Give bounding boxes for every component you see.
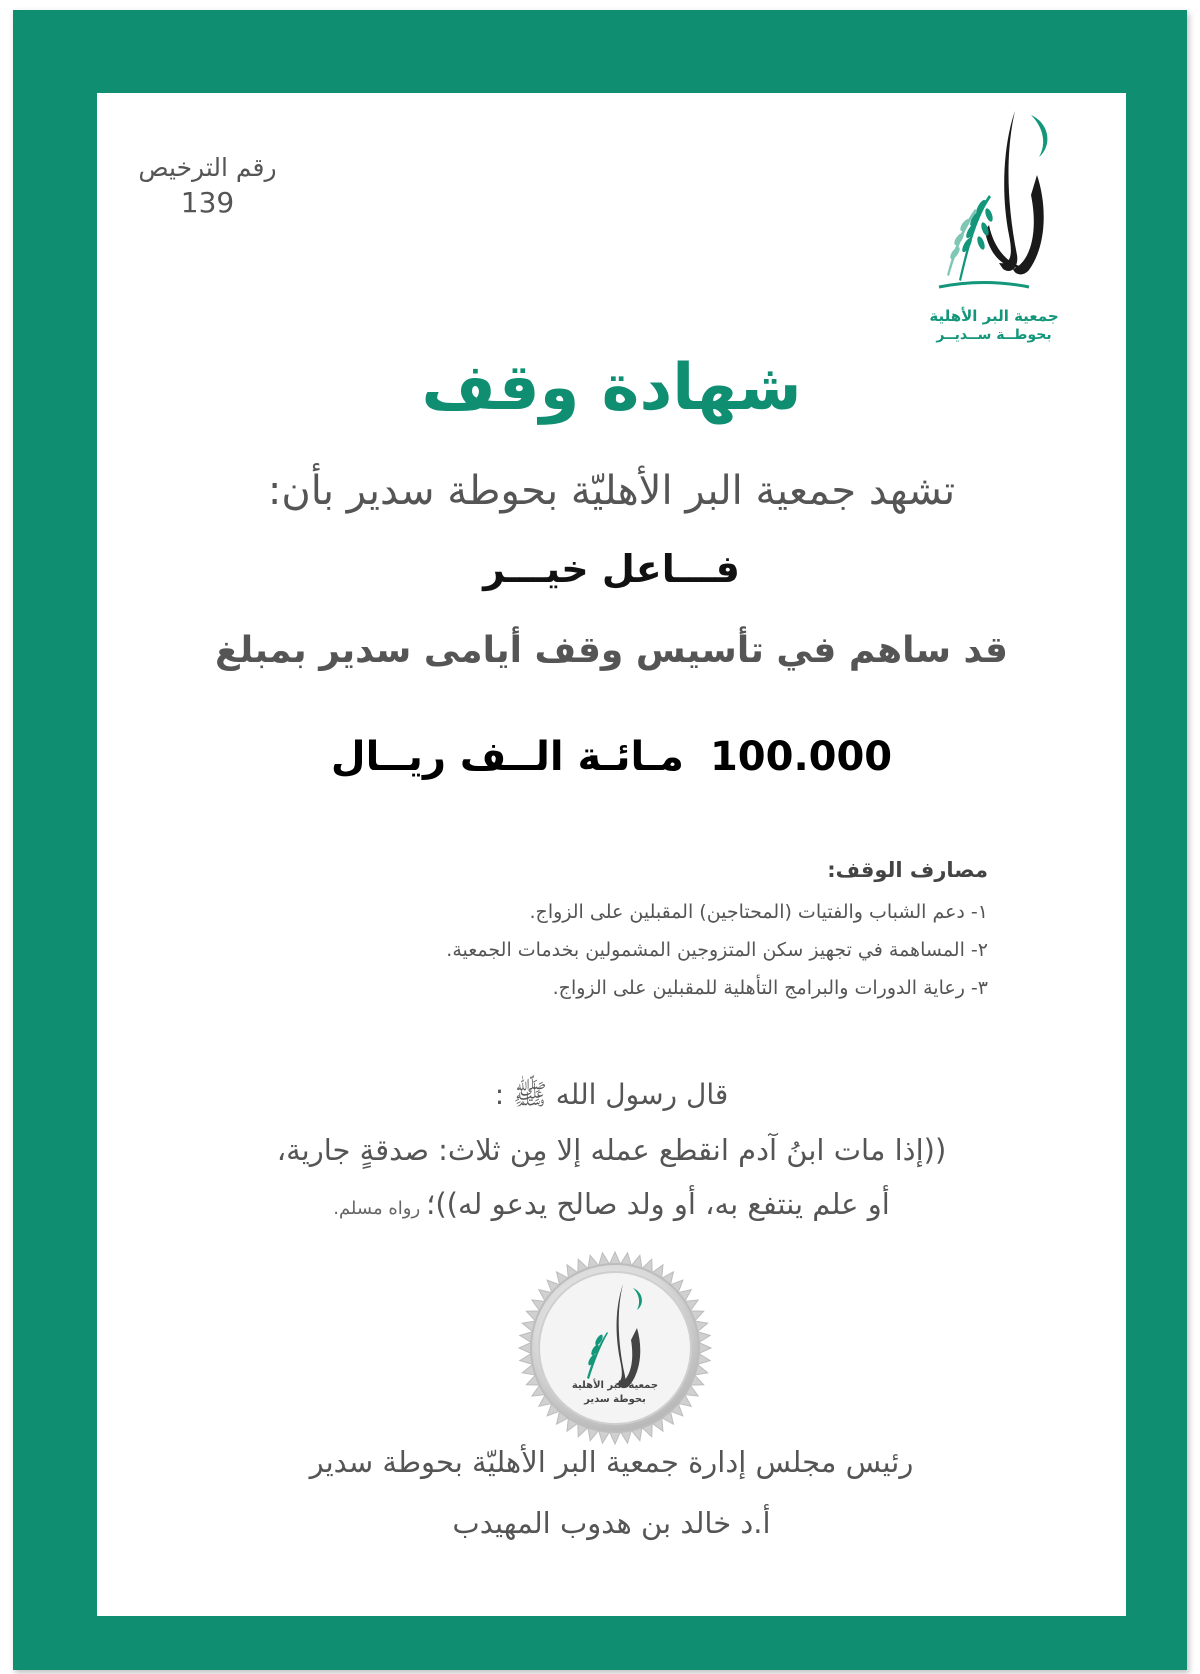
license-label: رقم الترخيص: [138, 153, 277, 182]
certificate-sheet: [97, 93, 1126, 1616]
hadith-line-2: [97, 1181, 1126, 1232]
endowment-uses: [288, 853, 988, 1007]
logo-name-line1: جمعية البر الأهلية: [929, 307, 1059, 325]
endowment-uses-heading: مصارف الوقف:: [827, 858, 988, 882]
wheat-calligraphy-icon: [919, 105, 1069, 305]
contribution-text: قد ساهم في تأسيس وقف أيامى سدير بمبلغ: [215, 630, 1008, 671]
certificate-border: [13, 10, 1187, 1670]
hadith-intro: قال رسول الله ﷺ :: [494, 1078, 729, 1111]
seal-text-line1: جمعية البر الأهلية: [571, 1380, 659, 1391]
donation-amount: [97, 727, 1126, 787]
license-block: [135, 151, 280, 221]
endowment-use-item: ٣- رعاية الدورات والبرامج التأهلية للمقبلين على الزواج.: [552, 977, 988, 999]
charity-logo: [919, 105, 1069, 353]
license-number: 139: [180, 186, 235, 219]
seal-text-line2: بحوطة سدير: [584, 1394, 646, 1405]
signatory-name: أ.د خالد بن هدوب المهيدب: [452, 1506, 771, 1540]
amount-number: 100.000: [709, 734, 893, 780]
signatory-title: رئيس مجلس إدارة جمعية البر الأهليّة بحوطة سدير: [309, 1445, 914, 1479]
hadith-line-2-text: أو علم ينتفع به، أو ولد صالح يدعو له))؛: [426, 1187, 890, 1221]
attestation-text: تشهد جمعية البر الأهليّة بحوطة سدير بأن:: [267, 468, 956, 514]
official-seal: [515, 1248, 715, 1448]
hadith-narrator: رواه مسلم.: [333, 1198, 421, 1219]
hadith-line-1: ((إذا مات ابنُ آدم انقطع عمله إلا مِن ثلاث: صدقةٍ جارية،: [276, 1133, 947, 1167]
endowment-use-item: ٢- المساهمة في تجهيز سكن المتزوجين المشمولين بخدمات الجمعية.: [446, 939, 988, 961]
endowment-use-item: ١- دعم الشباب والفتيات (المحتاجين) المقبلين على الزواج.: [529, 901, 988, 923]
logo-name-line2: بحوطــة ســديــر: [936, 327, 1052, 343]
seal-icon: [515, 1248, 715, 1448]
amount-words: مـائـة الــف ريــال: [330, 734, 684, 780]
certificate-title: شهادة وقف: [421, 351, 802, 425]
donor-name: فـــاعل خيـــر: [483, 547, 740, 591]
